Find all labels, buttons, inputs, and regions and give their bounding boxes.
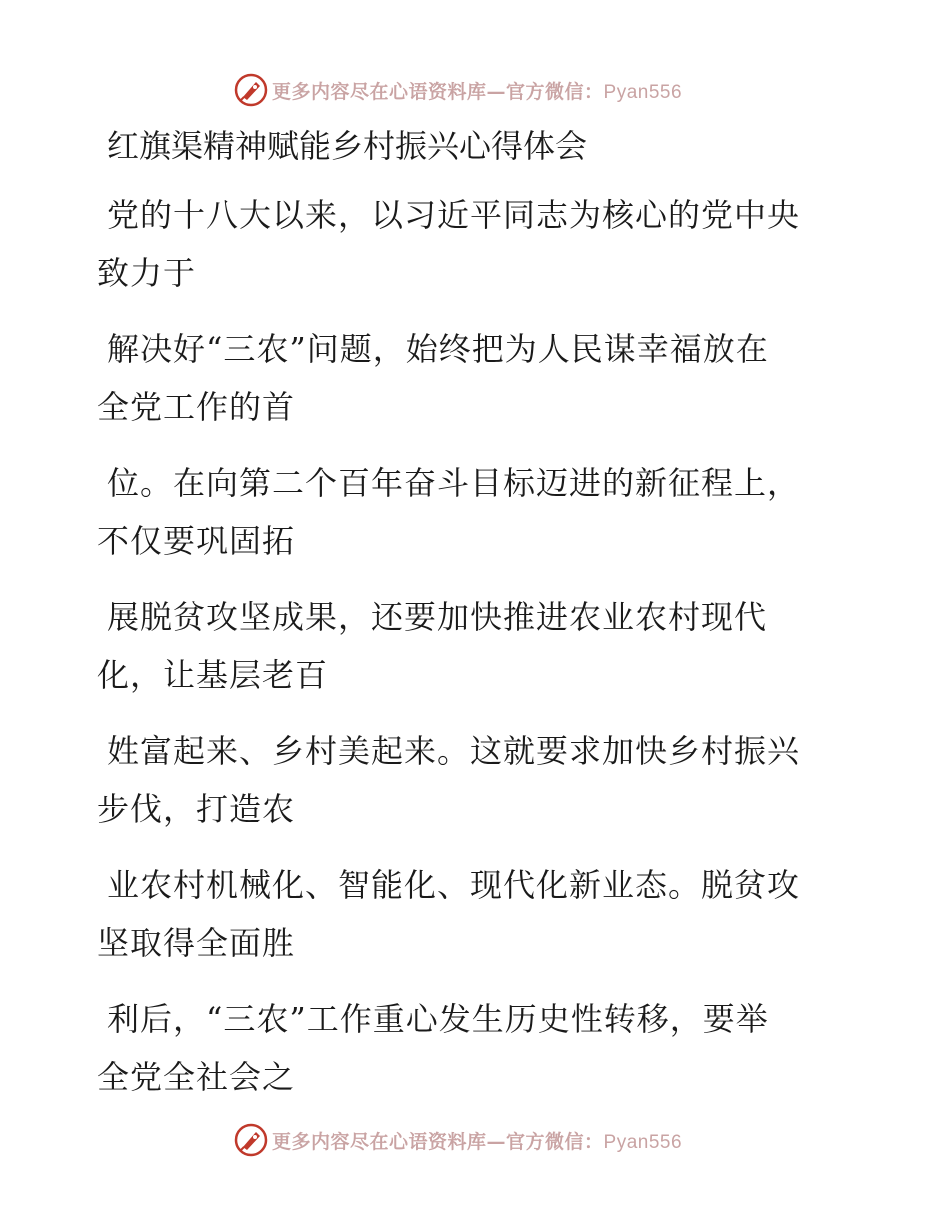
paragraph — [97, 454, 837, 570]
paragraph — [97, 186, 837, 302]
paragraph-line: 利后，“三农”工作重心发生历史性转移，要举 — [107, 1000, 769, 1038]
paragraph-line: 坚取得全面胜 — [97, 924, 296, 962]
paragraph-line: 业农村机械化、智能化、现代化新业态。脱贫攻 — [107, 866, 801, 904]
paragraph-line: 位。在向第二个百年奋斗目标迈进的新征程上， — [107, 464, 801, 502]
paragraph-line: 化，让基层老百 — [97, 656, 329, 694]
paragraph-line: 姓富起来、乡村美起来。这就要求加快乡村振兴 — [107, 732, 801, 770]
paragraph-line: 展脱贫攻坚成果，还要加快推进农业农村现代 — [107, 598, 768, 636]
watermark-text: 更多内容尽在心语资料库—官方微信：Pyan556 — [272, 80, 683, 103]
pen-nib-logo-icon — [234, 1123, 268, 1157]
footer-watermark — [234, 1120, 682, 1160]
pen-nib-logo-icon — [234, 73, 268, 107]
paragraph — [97, 588, 837, 704]
paragraph-line: 全党工作的首 — [97, 388, 296, 426]
paragraph — [97, 990, 837, 1106]
watermark-text: 更多内容尽在心语资料库—官方微信：Pyan556 — [272, 1130, 683, 1153]
paragraph-line: 致力于 — [97, 254, 197, 292]
paragraph-line: 不仅要巩固拓 — [97, 522, 296, 560]
document-body — [97, 116, 837, 1124]
paragraph-line: 全党全社会之 — [97, 1058, 296, 1096]
document-title: 红旗渠精神赋能乡村振兴心得体会 — [107, 127, 588, 165]
paragraph — [97, 320, 837, 436]
paragraph-line: 步伐，打造农 — [97, 790, 296, 828]
header-watermark — [234, 70, 682, 110]
paragraph — [97, 722, 837, 838]
paragraph-line: 解决好“三农”问题，始终把为人民谋幸福放在 — [107, 330, 769, 368]
paragraph-line: 党的十八大以来，以习近平同志为核心的党中央 — [107, 196, 801, 234]
paragraph — [97, 856, 837, 972]
